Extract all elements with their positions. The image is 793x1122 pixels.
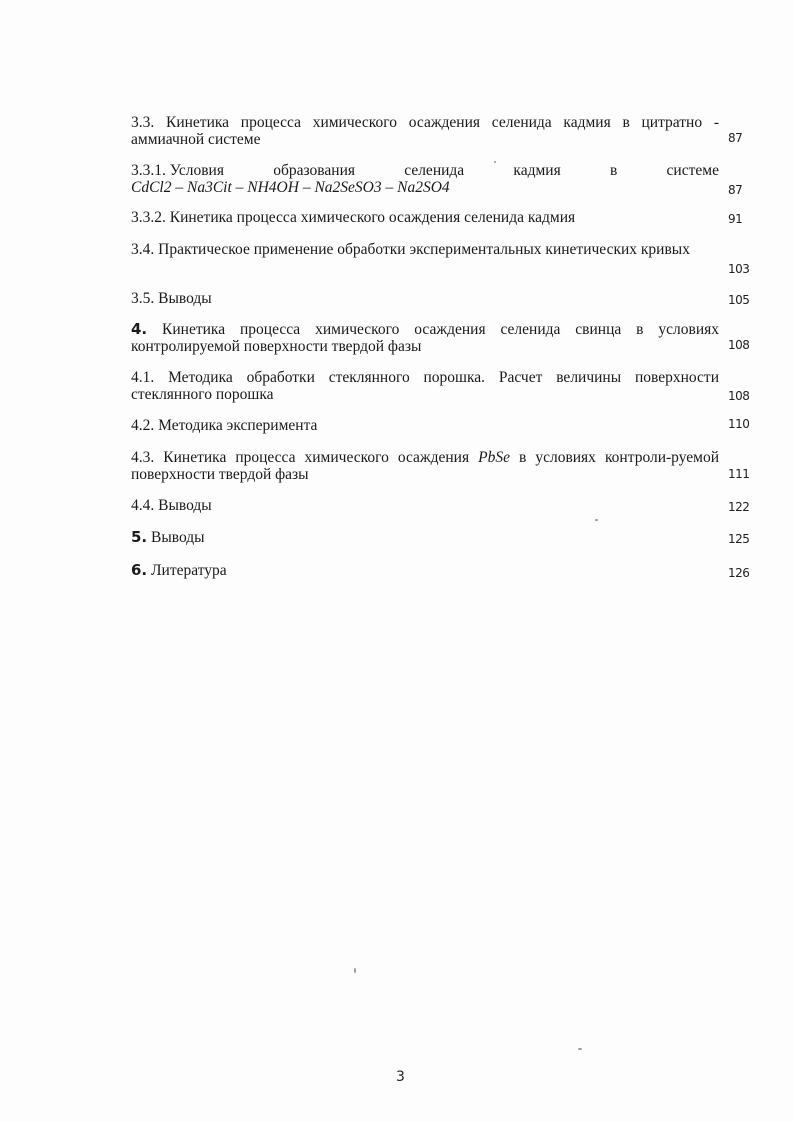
scan-speck (595, 519, 598, 521)
toc-entry (131, 114, 719, 148)
toc-entry-title: Кинетика процесса химического осаждения селенида свинца в условиях контролируемой поверхности твердой фазы (131, 321, 719, 355)
toc-entry-title: Выводы (158, 497, 212, 514)
toc-entry-title: Практическое применение обработки экспериментальных кинетических кривых (158, 241, 690, 258)
toc-entry-title: Выводы (151, 529, 205, 546)
toc-entry-number: 3.5. (131, 290, 155, 307)
toc-entry-title: Кинетика процесса химического осаждения (163, 449, 470, 466)
toc-entry-number: 3.3.1. (131, 162, 166, 179)
toc-entry-number: 3.3. (131, 114, 155, 131)
toc-entry-number: 4.2. (131, 417, 155, 434)
scan-speck (578, 1048, 582, 1050)
chemical-formula: PbSe (478, 449, 510, 466)
toc-entry (131, 369, 719, 403)
toc-entry-page: 126 (728, 566, 750, 580)
toc-entry-number: 4.4. (131, 497, 155, 514)
toc-entry-number: 6. (131, 561, 148, 579)
toc-entry-page: 103 (728, 262, 750, 276)
toc-entry-page: 110 (728, 417, 750, 431)
toc-entry-title-continued: в условиях контроли-руемой поверхности твердой фазы (131, 449, 720, 483)
toc-entry-page: 111 (728, 467, 750, 481)
toc-entry (131, 290, 719, 307)
toc-entry-title: Выводы (158, 290, 212, 307)
toc-entry-title: Кинетика процесса химического осаждения селенида кадмия (169, 209, 576, 226)
scan-speck (354, 968, 356, 973)
toc-entry (131, 162, 719, 196)
toc-entry (131, 209, 719, 226)
toc-entry-page: 91 (728, 212, 743, 226)
scan-speck (494, 161, 496, 163)
toc-entry-page: 108 (728, 389, 750, 403)
toc-entry-page: 87 (728, 131, 743, 145)
chemical-formula: CdCl2 – Na3Cit – NH4OH – Na2SeSO3 – Na2SO4 (131, 179, 450, 196)
toc-entry-number: 4.3. (131, 449, 155, 466)
toc-entry (131, 449, 719, 483)
toc-entry-page: 122 (728, 500, 750, 514)
toc-entry-page: 108 (728, 338, 750, 352)
toc-entry-title: 3.3.1. Условия образования селенида кадмия в системе (131, 162, 719, 179)
toc-entry (131, 321, 719, 355)
toc-entry-number: 4. (131, 320, 148, 338)
toc-entry-page: 105 (728, 293, 750, 307)
toc-entry-number: 3.4. (131, 241, 155, 258)
toc-entry (131, 497, 719, 514)
toc-entry-number: 4.1. (131, 369, 155, 386)
toc-entry-title: Методика эксперимента (158, 417, 318, 434)
toc-entry (131, 529, 719, 546)
toc-entry-page: 87 (728, 183, 743, 197)
toc-entry-title: Литература (151, 562, 227, 579)
toc-entry-title: Кинетика процесса химического осаждения селенида кадмия в цитратно - аммиачной системе (131, 114, 720, 148)
toc-entry-number: 5. (131, 528, 148, 546)
page-number: 3 (396, 1069, 405, 1085)
toc-entry (131, 417, 719, 434)
toc-entry-page: 125 (728, 532, 750, 546)
toc-entry (131, 241, 719, 258)
toc-entry (131, 562, 719, 579)
toc-entry-title: Методика обработки стеклянного порошка. Расчет величины поверхности стеклянного порошка (131, 369, 719, 403)
toc-entry-number: 3.3.2. (131, 209, 166, 226)
